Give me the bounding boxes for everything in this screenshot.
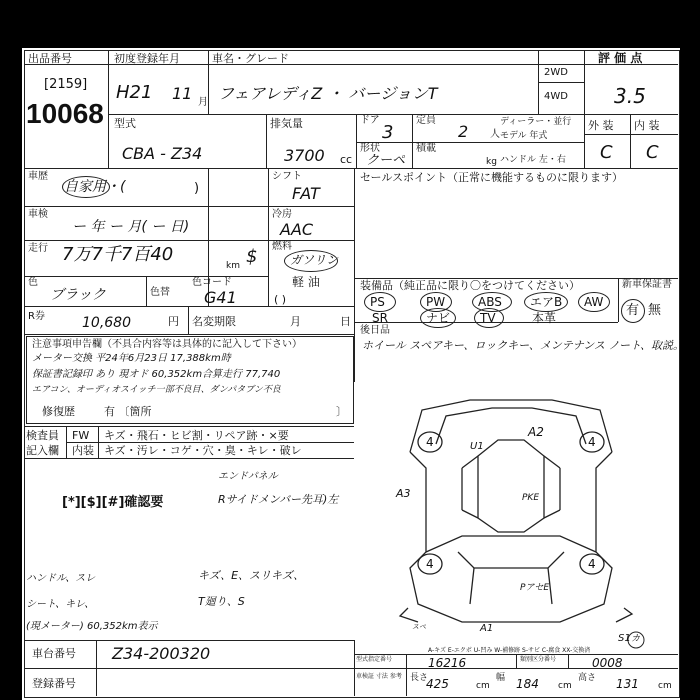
month-unit: 月 [198, 97, 208, 108]
width-cm: cm [558, 681, 572, 691]
warranty-label: 新車保証書 [622, 279, 672, 290]
color-code-label: 色コード [192, 277, 232, 288]
cc-unit: cc [340, 153, 353, 166]
repair-value: 有 〔箇所 [104, 405, 152, 418]
model-no-label: 型式指定番号 [356, 656, 393, 663]
height-label: 高さ [578, 673, 597, 683]
shape-value: クーペ [366, 153, 406, 168]
remark-2: シート、キレ、 [26, 599, 95, 610]
category-value: 自家用・( [64, 179, 126, 195]
length-label: 長さ [410, 673, 429, 683]
damage-mark-a1: A1 [480, 623, 494, 634]
shape-label: 形状 [360, 143, 380, 154]
first-reg-month: 11 [172, 84, 193, 103]
warranty-no: 無 [648, 303, 662, 318]
repair-label: 修復歴 [42, 405, 75, 418]
model-name-label: 車名・グレード [212, 52, 289, 65]
tyre-rear-right: 4 [588, 557, 596, 571]
yen-unit: 円 [168, 315, 179, 328]
remark-3: (現メーター) 60,352km表示 [26, 621, 158, 632]
km-unit: km [226, 261, 240, 271]
interior-label: 内 装 [634, 119, 660, 132]
remark-1: ハンドル、スレ [26, 573, 96, 584]
kg-unit: kg [486, 157, 497, 167]
equip-aw: AW [584, 295, 604, 309]
equip-pw: PW [426, 295, 446, 309]
divider [24, 668, 678, 669]
dealer-label: ディーラー・並行 [500, 117, 572, 127]
fuel-label: 燃料 [272, 241, 292, 252]
lot-number: 10068 [26, 98, 104, 129]
tyre-front-right: 4 [588, 435, 596, 449]
damage-mark-spare: スペ [412, 623, 426, 631]
door-label: ドア [360, 115, 380, 126]
car-body-diagram [22, 48, 680, 700]
capacity-label: 定員 [416, 115, 436, 126]
color-value: ブラック [50, 287, 106, 303]
rear-label: 後日品 [360, 325, 390, 336]
first-reg-label: 初度登録年月 [114, 52, 180, 65]
sales-point-label: セールスポイント（正常に機能するものに限ります） [360, 171, 624, 184]
model-name: フェアレディZ ・ バージョンT [218, 84, 438, 103]
type-value: CBA - Z34 [122, 144, 203, 163]
equip-tv: TV [480, 311, 496, 325]
tyre-front-left: 4 [426, 435, 434, 449]
recycle-label: R券 [28, 311, 45, 322]
class-label: 類別区分番号 [520, 656, 557, 663]
width-value: 184 [516, 677, 539, 691]
handle-label: ハンドル 左・右 [500, 155, 566, 165]
fuel-gas: ガソリン [290, 253, 339, 267]
notes-line2: 保証書記録印 あり 現オド 60,352km合算走行 77,740 [32, 369, 281, 380]
confirm-value: Rサイドメンバー先耳)左 [218, 493, 339, 506]
displacement-label: 排気量 [270, 117, 303, 130]
color-label: 色 [28, 277, 38, 288]
fuel-paren: ( ) [274, 293, 287, 306]
dollar-mark: $ [246, 246, 258, 267]
height-cm: cm [658, 681, 672, 691]
remark-2b: T廻り、S [198, 595, 245, 608]
mileage-value: 7万7千7百40 [62, 244, 174, 265]
ac-value: AAC [280, 220, 314, 239]
interior-grade: C [646, 142, 659, 163]
remark-1b: キズ、E、スリキズ、 [198, 569, 305, 582]
divider [96, 640, 97, 696]
category-close: ) [194, 181, 200, 196]
equip-abs: ABS [478, 295, 502, 309]
damage-mark-ka: カ [631, 634, 641, 644]
lot-code: [2159] [44, 77, 88, 92]
door-value: 3 [382, 122, 394, 143]
model-no-value: 16216 [428, 656, 467, 670]
expiry-day: 日 [340, 315, 351, 328]
inspection-label: 車検 [28, 209, 48, 220]
exterior-grade: C [600, 142, 613, 163]
damage-mark-pke: PKE [522, 493, 540, 503]
damage-mark-a2: A2 [528, 425, 544, 439]
tyre-rear-left: 4 [426, 557, 434, 571]
model-year-label: モデル 年式 [500, 131, 548, 141]
fw-label: FW [72, 429, 90, 442]
mileage-label: 走行 [28, 243, 48, 254]
capacity-value: 2 [458, 122, 469, 141]
expiry-label: 名変期限 [192, 315, 236, 328]
lot-label: 出品番号 [28, 52, 72, 65]
equip-sr: SR [372, 311, 388, 325]
expiry-month: 月 [290, 315, 301, 328]
inspector-label: 検査員 [26, 429, 59, 442]
exterior-label: 外 装 [588, 119, 614, 132]
load-label: 積載 [416, 143, 436, 154]
equip-ps: PS [370, 295, 385, 309]
first-reg-era: H21 [116, 82, 153, 103]
auction-sheet [22, 48, 685, 700]
confirm-label: [*][$][#]確認要 [62, 495, 164, 510]
divider [24, 640, 354, 641]
notes-line3: エアコン、オーディオスイッチ一部不良目、ダンパタブン不良 [32, 385, 281, 395]
damage-mark-s1: S1 [618, 633, 631, 644]
divider [354, 640, 355, 696]
drive-2wd: 2WD [544, 67, 568, 78]
entry-label: 記入欄 [26, 444, 59, 457]
rear-value: ホイール スペアキー、ロックキー、メンテナンス ノート、取説。 [362, 339, 685, 352]
width-label: 幅 [496, 673, 506, 683]
score-label: 評 価 点 [598, 51, 643, 65]
notes-line1: メーター交換 平24年6月23日 17,388km時 [32, 353, 231, 364]
shift-label: シフト [272, 171, 302, 182]
drive-4wd: 4WD [544, 91, 568, 102]
damage-mark-u1: U1 [470, 441, 484, 452]
interior-check-label: 内装 [72, 444, 94, 457]
recycle-value: 10,680 [82, 315, 131, 331]
color-code-value: G41 [204, 288, 237, 307]
damage-mark-pase: PアセE [520, 583, 550, 593]
length-cm: cm [476, 681, 490, 691]
legend-row1: キズ・飛石・ヒビ割・リペア跡・×要 [104, 429, 289, 442]
person-unit: 人 [490, 129, 500, 140]
warranty-yes: 有 [626, 303, 640, 318]
inspection-value: ー 年 ー 月( ー 日) [72, 219, 190, 235]
fuel-diesel: 軽 油 [292, 275, 320, 289]
divider [406, 654, 407, 696]
equip-leather: 本革 [532, 311, 557, 325]
chassis-value: Z34-200320 [112, 644, 211, 663]
legend-row2: キズ・汚レ・コゲ・穴・臭・キレ・破レ [104, 444, 302, 457]
notes-label: 注意事項申告欄（不具合内容等は具体的に記入して下さい） [32, 339, 302, 350]
score: 3.5 [614, 84, 646, 108]
type-label: 型式 [114, 117, 136, 130]
category-label: 車歴 [28, 171, 48, 182]
equip-airbag: エアB [530, 295, 563, 309]
chassis-label: 車台番号 [32, 647, 76, 660]
equipment-label: 装備品（純正品に限り〇をつけてください） [360, 279, 580, 292]
color-no-label: 色替 [150, 287, 170, 298]
equip-navi: ナビ [426, 311, 451, 325]
size-label: 車検証 寸法 参考 [356, 673, 402, 680]
repair-close: 〕 [336, 405, 347, 418]
height-value: 131 [616, 677, 639, 691]
end-panel-note: エンドパネル [218, 471, 278, 482]
length-value: 425 [426, 677, 449, 691]
shift-value: FAT [292, 184, 320, 203]
displacement-value: 3700 [284, 146, 325, 165]
divider [516, 654, 517, 668]
reg-label: 登録番号 [32, 677, 76, 690]
damage-legend: A-キズ E-エクボ U-凹み W-補修跡 S-サビ C-腐食 XX-交換済 [428, 647, 591, 654]
damage-mark-a3: A3 [396, 487, 411, 500]
divider [568, 654, 569, 668]
class-value: 0008 [592, 656, 623, 670]
ac-label: 冷房 [272, 209, 292, 220]
